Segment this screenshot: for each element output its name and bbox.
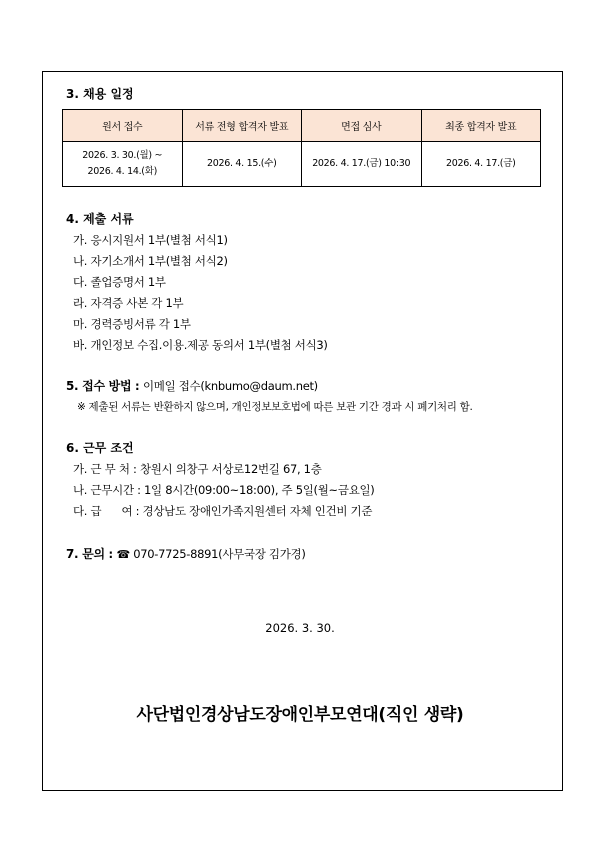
section4-heading: 4. 제출 서류 [66,212,134,226]
organization-signature: 사단법인경상남도장애인부모연대(직인 생략) [136,705,464,725]
header-application: 원서 접수 [63,110,183,142]
submission-note: ※ 제출된 서류는 반환하지 않으며, 개인정보보호법에 따른 보관 기간 경과 시 폐기처리 함. [77,401,473,413]
table-header-row [63,110,541,142]
contact-info: 070-7725-8891(사무국장 김가경) [129,547,306,561]
section5-line [66,377,318,394]
section7-colon: : [104,547,117,561]
section5-heading: 5. 접수 방법 [66,379,132,393]
header-interview: 면접 심사 [302,110,422,142]
section6-heading: 6. 근무 조건 [66,441,134,455]
document-date: 2026. 3. 30. [265,621,335,635]
cell-application-period [63,142,183,187]
phone-icon: ☎ [116,548,130,561]
header-document-result: 서류 전형 합격자 발표 [182,110,302,142]
section3-heading: 3. 채용 일정 [66,87,134,101]
cell-final-result: 2026. 4. 17.(금) [421,142,541,187]
section7-heading: 7. 문의 [66,547,105,561]
application-start: 2026. 3. 30.(월) ~ [82,150,163,161]
list-item: 나. 근무시간 : 1일 8시간(09:00~18:00), 주 5일(월~금요일) [73,483,375,497]
table-row [63,142,541,187]
list-item: 다. 급 여 : 경상남도 장애인가족지원센터 자체 인건비 기준 [73,504,373,518]
list-item: 마. 경력증빙서류 각 1부 [73,317,191,331]
application-end: 2026. 4. 14.(화) [87,166,157,177]
list-item: 바. 개인정보 수집.이용.제공 동의서 1부(별첨 서식3) [73,338,328,352]
list-item: 라. 자격증 사본 각 1부 [73,296,184,310]
list-item: 나. 자기소개서 1부(별첨 서식2) [73,254,228,268]
list-item: 가. 근 무 처 : 창원시 의창구 서상로12번길 67, 1층 [73,462,322,476]
schedule-table [62,109,541,187]
list-item: 다. 졸업증명서 1부 [73,275,166,289]
header-final-result: 최종 합격자 발표 [421,110,541,142]
submission-method: 이메일 접수(knbumo@daum.net) [142,379,318,393]
section5-colon: : [131,379,143,393]
list-item: 가. 응시지원서 1부(별첨 서식1) [73,233,228,247]
cell-interview: 2026. 4. 17.(금) 10:30 [302,142,422,187]
section7-line [66,545,306,562]
cell-document-result: 2026. 4. 15.(수) [182,142,302,187]
